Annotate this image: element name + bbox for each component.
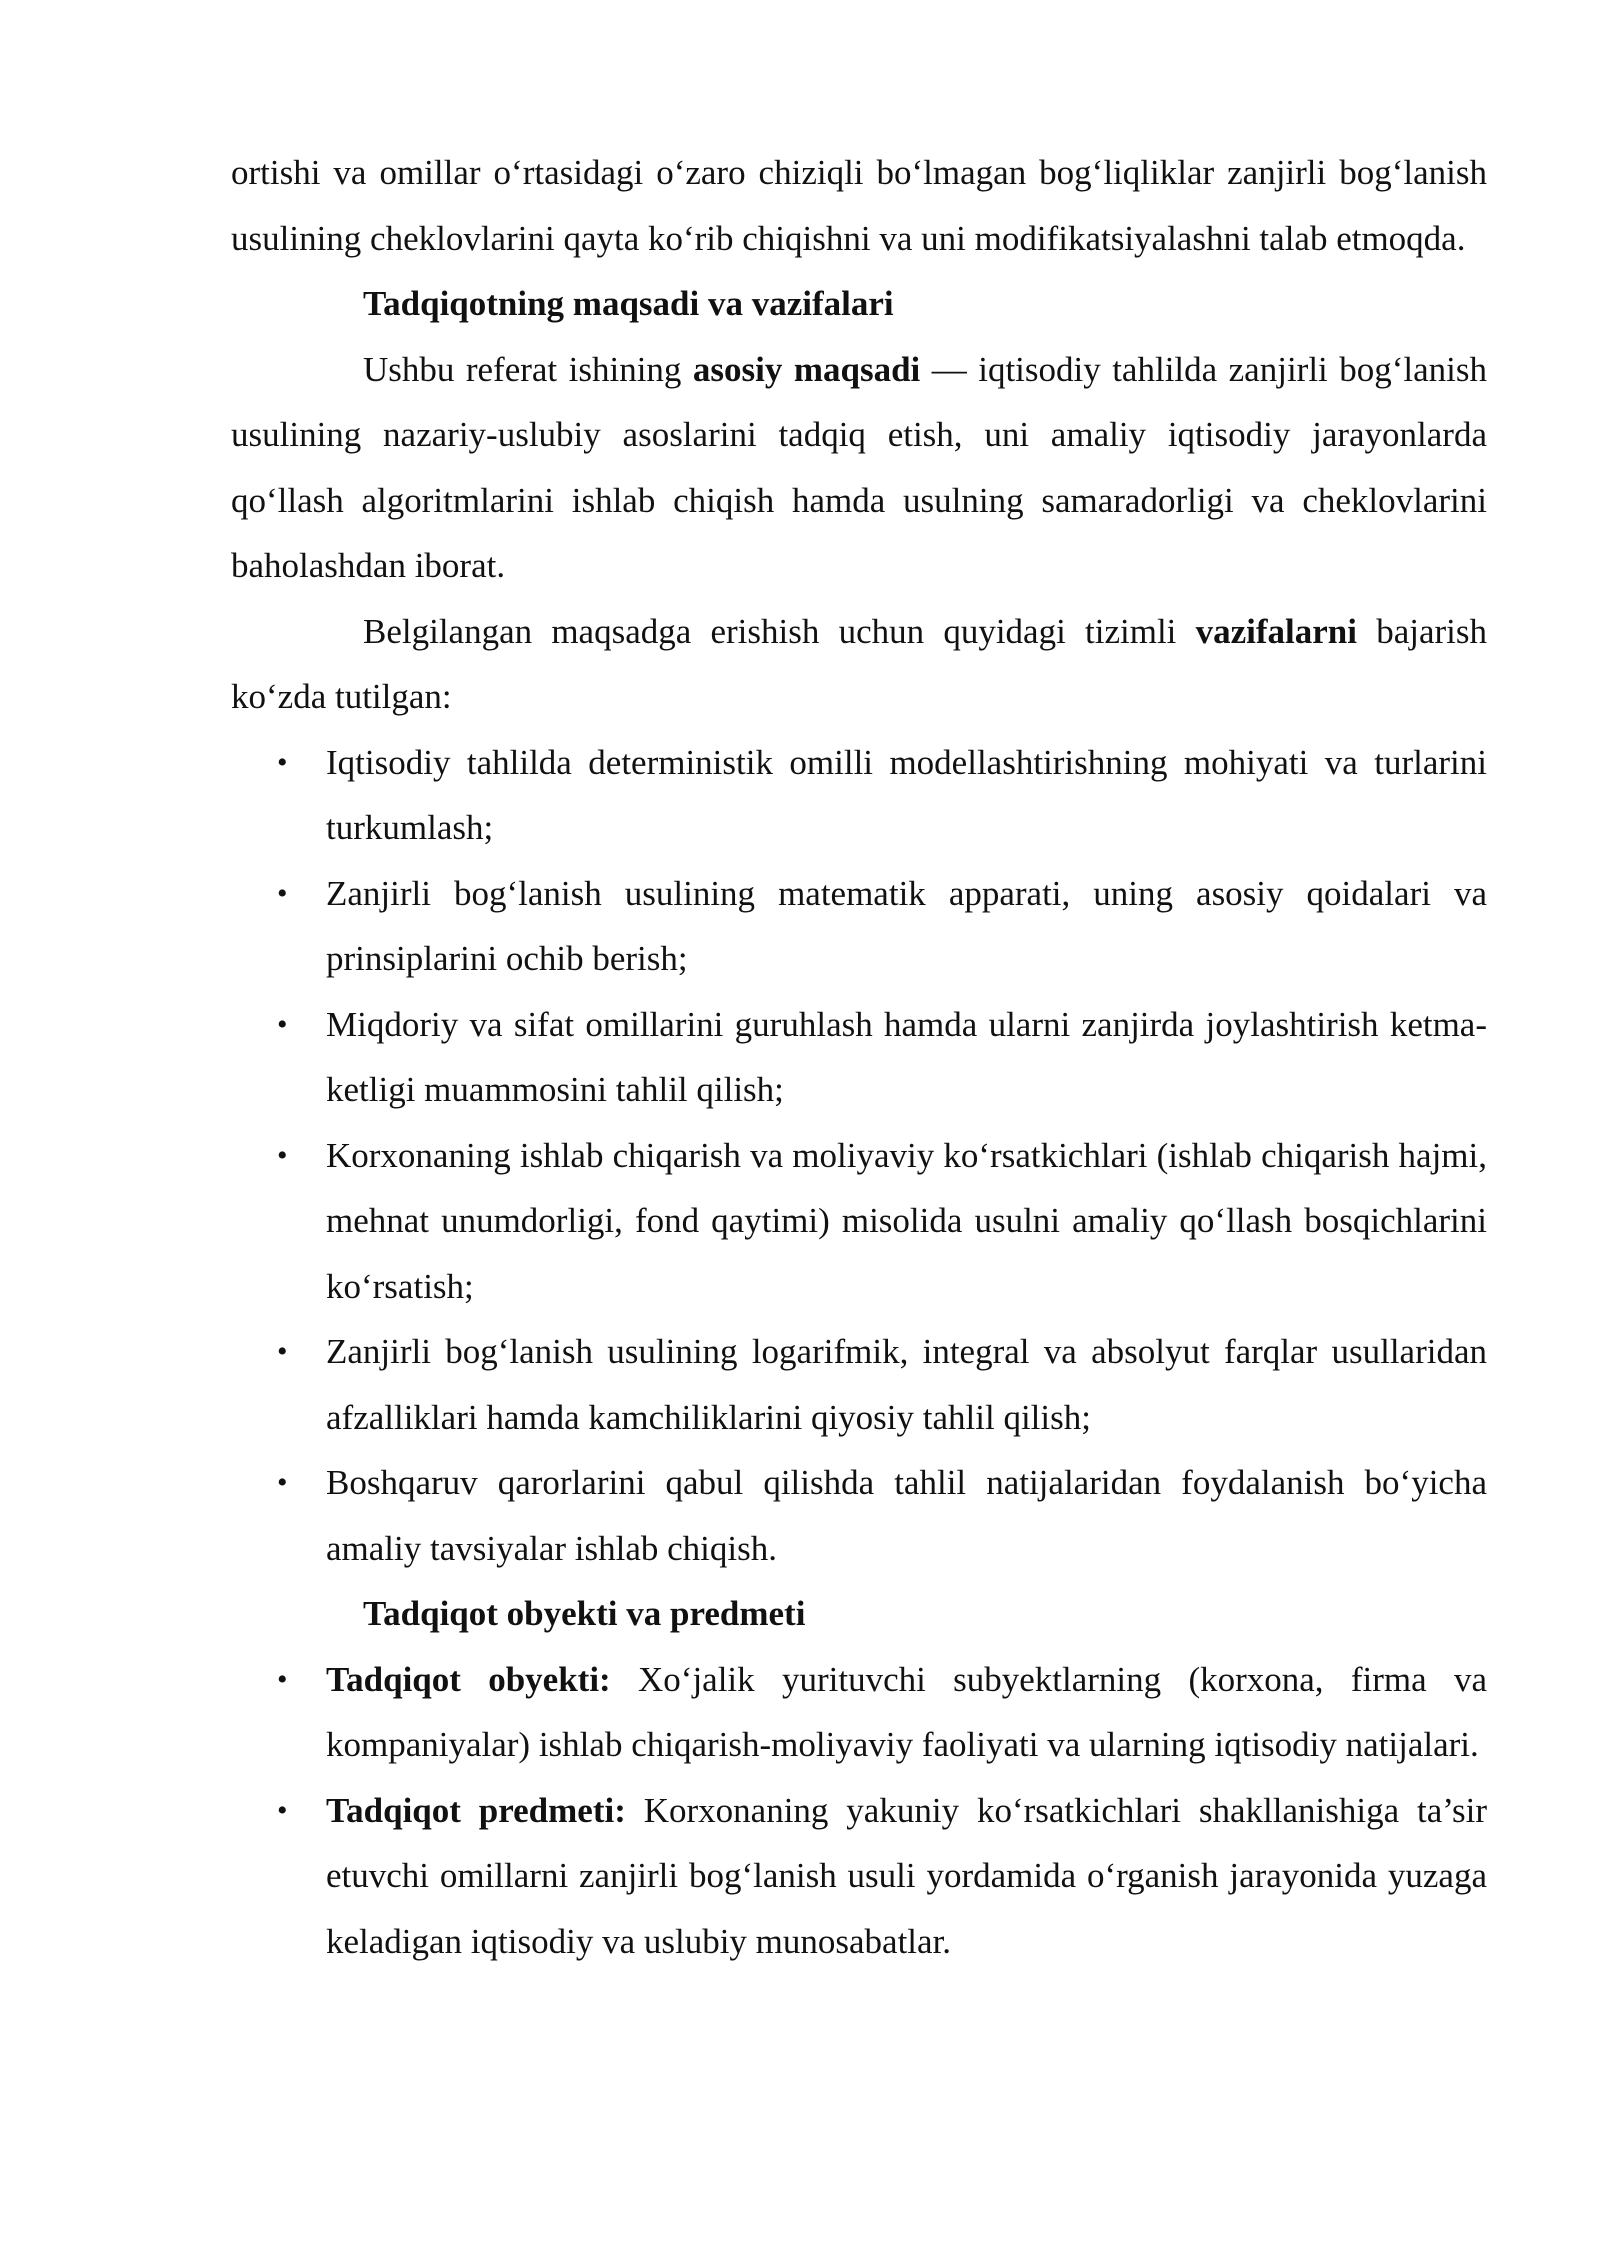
list-item-text: Boshqaruv qarorlarini qabul qilishda tahlil natijalaridan foydalanish bo‘yicha amaliy tavsiyalar ishlab chiqish. (326, 1463, 1487, 1568)
bullet-icon: • (277, 1335, 288, 1368)
tasks-intro-before: Belgilangan maqsadga erishish uchun quyidagi tizimli (363, 611, 1196, 651)
document-page (231, 140, 1487, 1974)
bullet-icon: • (277, 1793, 288, 1827)
goal-paragraph (231, 337, 1487, 599)
subject-label: Tadqiqot predmeti: (326, 1790, 626, 1830)
list-item-text: Zanjirli bog‘lanish usulining logarifmik, integral va absolyut farqlar usullaridan afzalliklari hamda kamchiliklarini qiyosiy tahlil qilish; (326, 1332, 1487, 1437)
bullet-icon: • (277, 1662, 288, 1696)
subject-text: Korxonaning yakuniy ko‘rsatkichlari shakllanishiga ta’sir etuvchi omillarni zanjirli bog‘lanish usuli yordamida o‘rganish jarayonida yuzaga keladigan iqtisodiy va uslubiy munosabatlar. (326, 1790, 1487, 1961)
goal-text-after: — iqtisodiy tahlilda zanjirli bog‘lanish usulining nazariy-uslubiy asoslarini tadqiq etish, uni amaliy iqtisodiy jarayonlarda qo‘llash algoritmlarini ishlab chiqish hamda usulning samaradorligi va cheklovlarini baholashdan iborat. (231, 349, 1487, 585)
list-item (231, 1319, 1487, 1450)
bullet-icon: • (277, 1138, 288, 1172)
list-item-text: Miqdoriy va sifat omillarini guruhlash hamda ularni zanjirda joylashtirish ketma-ketligi muammosini tahlil qilish; (326, 1004, 1487, 1109)
tasks-list (231, 730, 1487, 1582)
list-item (231, 1450, 1487, 1581)
list-item (231, 1647, 1487, 1778)
intro-paragraph: ortishi va omillar o‘rtasidagi o‘zaro chiziqli bo‘lmagan bog‘liqliklar zanjirli bog‘lanish usulining cheklovlarini qayta ko‘rib chiqishni va uni modifikatsiyalashni talab etmoqda. (231, 153, 1487, 258)
bullet-icon: • (277, 1466, 288, 1499)
bullet-icon: • (277, 1007, 288, 1041)
goal-bold-term: asosiy maqsadi (692, 349, 921, 389)
object-label: Tadqiqot obyekti: (326, 1659, 611, 1699)
list-item-text: Iqtisodiy tahlilda deterministik omilli modellashtirishning mohiyati va turlarini turkumlash; (326, 742, 1487, 847)
list-item (231, 1123, 1487, 1320)
list-item-text: Zanjirli bog‘lanish usulining matematik apparati, uning asosiy qoidalari va prinsiplarini ochib berish; (326, 873, 1487, 978)
list-item (231, 1778, 1487, 1975)
bullet-icon: • (277, 876, 288, 910)
goals-heading: Tadqiqotning maqsadi va vazifalari (363, 284, 894, 323)
tasks-intro-bold-term: vazifalarni (1195, 611, 1357, 651)
bullet-icon: • (277, 745, 288, 779)
object-list (231, 1647, 1487, 1975)
object-heading: Tadqiqot obyekti va predmeti (363, 1594, 806, 1633)
list-item (231, 730, 1487, 861)
goal-text-before: Ushbu referat ishining (363, 349, 693, 389)
tasks-intro-after: bajarish ko‘zda tutilgan: (231, 611, 1487, 716)
list-item-text: Korxonaning ishlab chiqarish va moliyaviy ko‘rsatkichlari (ishlab chiqarish hajmi, mehnat unumdorligi, fond qaytimi) misolida usulni amaliy qo‘llash bosqichlarini ko‘rsatish; (326, 1135, 1487, 1306)
tasks-intro-paragraph (231, 599, 1487, 730)
object-text: Xo‘jalik yurituvchi subyektlarning (korxona, firma va kompaniyalar) ishlab chiqarish-moliyaviy faoliyati va ularning iqtisodiy natijalari. (326, 1659, 1487, 1764)
list-item (231, 992, 1487, 1123)
list-item (231, 861, 1487, 992)
